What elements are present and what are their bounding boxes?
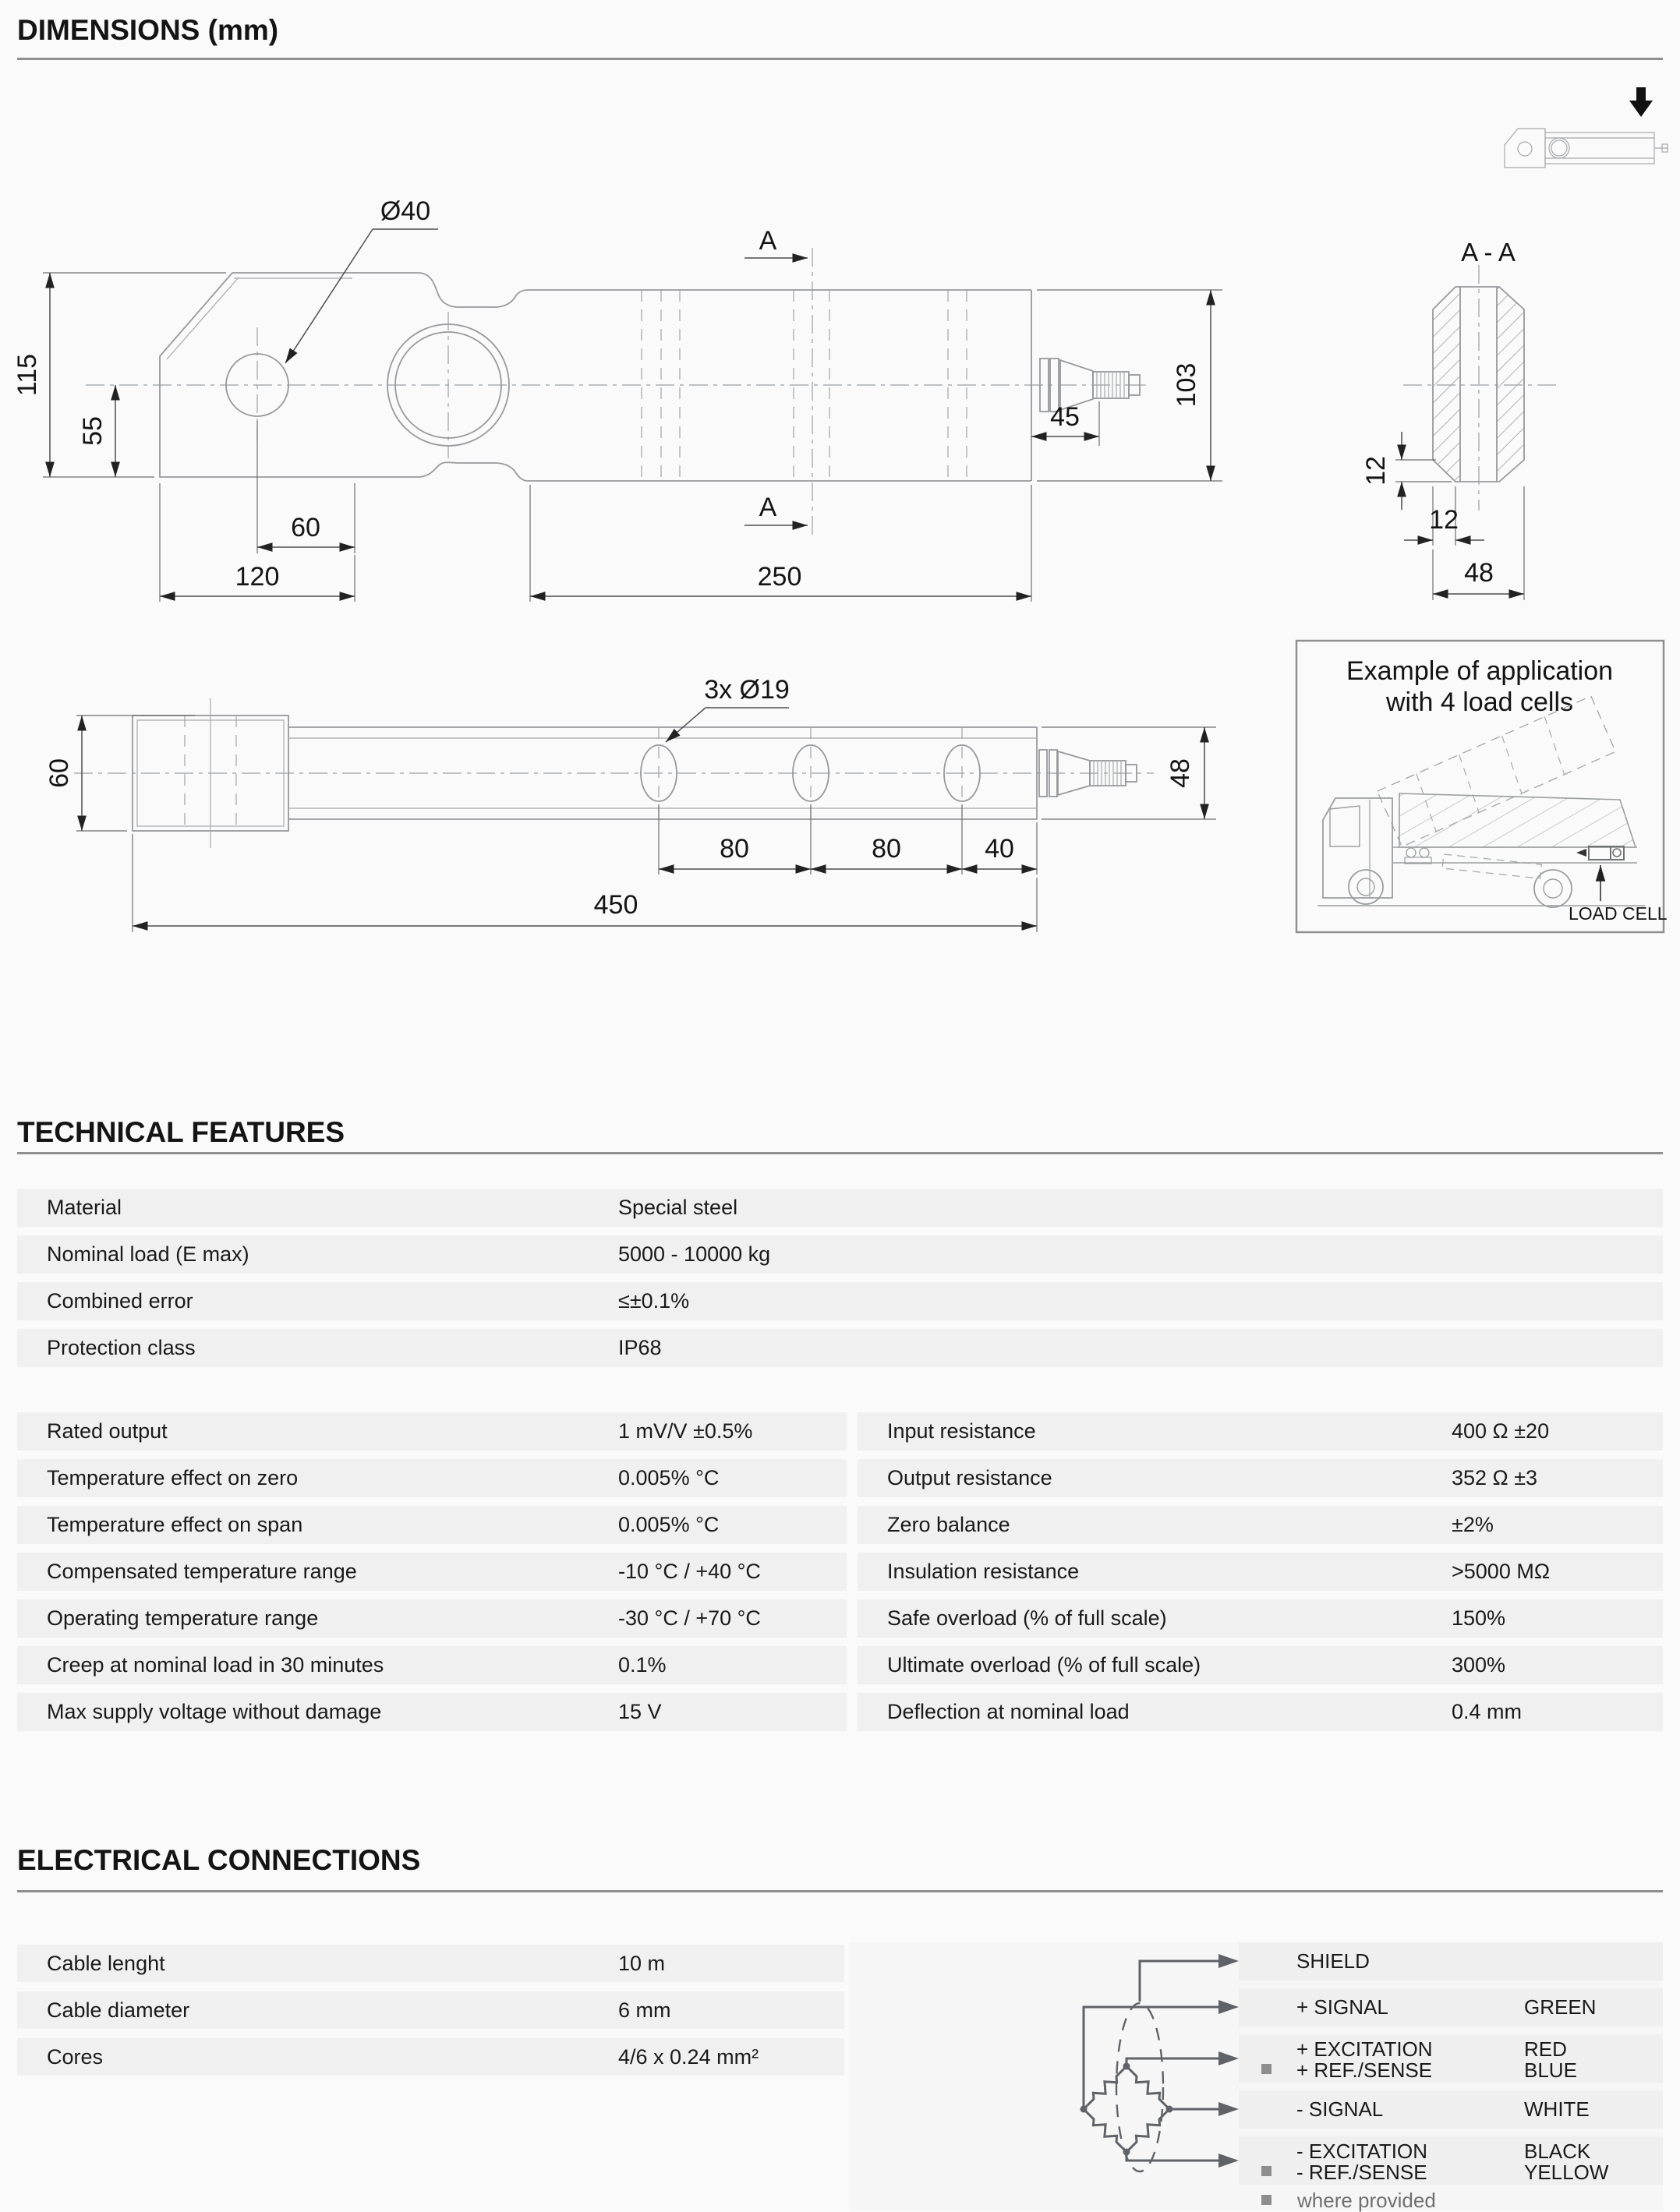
wire-color: RED xyxy=(1524,2037,1567,2061)
feature-value: >5000 MΩ xyxy=(1452,1560,1551,1583)
legend-text: where provided xyxy=(1297,2189,1436,2212)
bridge-schematic xyxy=(850,1942,1255,2210)
dim-250: 250 xyxy=(757,562,802,592)
feature-value: 5000 - 10000 kg xyxy=(618,1242,771,1266)
wheatstone-bridge xyxy=(1081,2063,1173,2156)
slot-holes-label: 3x Ø19 xyxy=(704,675,790,705)
wiring-label: + SIGNAL xyxy=(1296,1995,1388,2019)
feature-label: Input resistance xyxy=(887,1419,1036,1443)
electrical-label: Cable diameter xyxy=(47,1998,190,2022)
feature-row-creep xyxy=(17,1646,847,1684)
dim-48-top: 48 xyxy=(1165,758,1195,788)
feature-label: Temperature effect on span xyxy=(47,1513,303,1536)
feature-value: 300% xyxy=(1452,1653,1506,1677)
shield-wire xyxy=(1140,1961,1218,2002)
feature-row-insulation-resistance xyxy=(858,1553,1663,1591)
electrical-value: 6 mm xyxy=(618,1998,671,2022)
dimension-drawings xyxy=(0,0,1680,1029)
feature-row-zero-balance xyxy=(858,1506,1663,1544)
wiring-row-minus-excitation xyxy=(1239,2136,1663,2185)
feature-value: 15 V xyxy=(618,1700,662,1723)
feature-value: 150% xyxy=(1452,1606,1506,1630)
wiring-label: SHIELD xyxy=(1296,1949,1370,1973)
dim-55: 55 xyxy=(78,416,108,446)
feature-row-ultimate-overload xyxy=(858,1646,1663,1684)
dim-80-b: 80 xyxy=(872,834,901,864)
application-title-line1: Example of application xyxy=(1346,656,1614,686)
side-view-drawing xyxy=(12,196,1222,602)
electrical-row-cores xyxy=(17,2038,844,2076)
feature-row-safe-overload xyxy=(858,1599,1663,1638)
electrical-row-cable-length xyxy=(17,1945,844,1982)
dim-60-top: 60 xyxy=(44,758,74,788)
top-view-drawing xyxy=(44,675,1216,932)
feature-label: Safe overload (% of full scale) xyxy=(887,1606,1167,1630)
electrical-row-cable-diameter xyxy=(17,1991,844,2029)
technical-section-title: TECHNICAL FEATURES xyxy=(17,1116,345,1148)
feature-label: Rated output xyxy=(47,1419,168,1443)
feature-label: Deflection at nominal load xyxy=(887,1700,1130,1723)
feature-label: Max supply voltage without damage xyxy=(47,1700,382,1723)
where-provided-marker xyxy=(1261,2064,1271,2074)
feature-value: ≤±0.1% xyxy=(618,1289,690,1313)
dim-12-vertical: 12 xyxy=(1361,456,1391,486)
technical-rule xyxy=(17,1152,1663,1154)
feature-row-temp-zero xyxy=(17,1459,847,1497)
feature-label: Ultimate overload (% of full scale) xyxy=(887,1653,1201,1677)
electrical-section-title: ELECTRICAL CONNECTIONS xyxy=(17,1844,421,1876)
feature-row-input-resistance xyxy=(858,1412,1663,1451)
load-direction-icon xyxy=(1505,87,1668,168)
section-aa-drawing xyxy=(1361,238,1559,600)
dim-450: 450 xyxy=(593,890,638,920)
feature-row-protection-class xyxy=(17,1329,1663,1367)
dimensions-section-title: DIMENSIONS (mm) xyxy=(17,14,279,46)
wiring-row-minus-signal xyxy=(1239,2090,1663,2129)
feature-value: 352 Ω ±3 xyxy=(1452,1466,1538,1489)
dim-45: 45 xyxy=(1050,402,1080,432)
feature-row-max-supply xyxy=(17,1693,847,1731)
feature-row-temp-span xyxy=(17,1506,847,1544)
wiring-label: - EXCITATION xyxy=(1296,2140,1428,2163)
feature-label: Compensated temperature range xyxy=(47,1560,357,1583)
feature-row-output-resistance xyxy=(858,1459,1663,1497)
feature-value: Special steel xyxy=(618,1196,738,1219)
hole-diameter-label: Ø40 xyxy=(380,196,431,226)
dim-103: 103 xyxy=(1172,362,1201,408)
feature-label: Combined error xyxy=(47,1289,193,1313)
feature-row-operating-range xyxy=(17,1599,847,1638)
feature-value: 0.4 mm xyxy=(1452,1700,1523,1723)
section-label-bottom: A xyxy=(759,493,777,522)
dim-40: 40 xyxy=(985,834,1014,864)
dim-12-horizontal: 12 xyxy=(1429,505,1459,535)
wiring-panel xyxy=(850,1942,1663,2210)
dim-115: 115 xyxy=(12,353,42,397)
electrical-rule xyxy=(17,1890,1663,1892)
wiring-label: + EXCITATION xyxy=(1296,2037,1433,2061)
feature-value: IP68 xyxy=(618,1336,662,1359)
feature-value: 0.005% °C xyxy=(618,1513,720,1536)
wiring-row-shield xyxy=(1239,1942,1663,1981)
application-example-box xyxy=(1296,641,1668,932)
wiring-row-plus-excitation xyxy=(1239,2034,1663,2083)
wiring-label: - REF./SENSE xyxy=(1296,2161,1427,2184)
dim-120: 120 xyxy=(235,562,280,592)
feature-label: Output resistance xyxy=(887,1466,1052,1489)
feature-row-combined-error xyxy=(17,1282,1663,1320)
plus-excitation-wire xyxy=(1126,2058,1218,2066)
wire-color: YELLOW xyxy=(1524,2161,1609,2184)
electrical-label: Cable lenght xyxy=(47,1952,165,1975)
wiring-label: - SIGNAL xyxy=(1296,2097,1384,2121)
electrical-value: 10 m xyxy=(618,1952,666,1975)
feature-value: 0.1% xyxy=(618,1653,667,1677)
where-provided-marker xyxy=(1261,2195,1271,2205)
feature-value: -30 °C / +70 °C xyxy=(618,1606,761,1630)
feature-label: Protection class xyxy=(47,1336,196,1359)
dim-60: 60 xyxy=(291,513,320,542)
dump-truck-drawing xyxy=(1317,696,1668,924)
feature-label: Insulation resistance xyxy=(887,1560,1080,1583)
feature-label: Nominal load (E max) xyxy=(47,1242,249,1266)
feature-label: Temperature effect on zero xyxy=(47,1466,299,1489)
dim-80-a: 80 xyxy=(720,834,749,864)
feature-row-nominal-load xyxy=(17,1235,1663,1274)
feature-label: Zero balance xyxy=(887,1513,1010,1536)
dim-48-section: 48 xyxy=(1464,558,1494,588)
wiring-row-plus-signal xyxy=(1239,1988,1663,2026)
electrical-label: Cores xyxy=(47,2045,104,2069)
wiring-label: + REF./SENSE xyxy=(1296,2058,1433,2082)
section-aa-title: A - A xyxy=(1461,238,1516,267)
feature-value: 1 mV/V ±0.5% xyxy=(618,1419,753,1443)
wire-color: WHITE xyxy=(1524,2097,1590,2121)
section-label-top: A xyxy=(759,226,777,256)
feature-row-deflection xyxy=(858,1693,1663,1731)
feature-value: 0.005% °C xyxy=(618,1466,720,1489)
feature-row-rated-output xyxy=(17,1412,847,1451)
where-provided-marker xyxy=(1261,2166,1271,2176)
feature-label: Creep at nominal load in 30 minutes xyxy=(47,1653,384,1677)
load-cell-callout: LOAD CELL xyxy=(1569,903,1668,924)
wire-color: BLACK xyxy=(1524,2140,1591,2163)
electrical-value: 4/6 x 0.24 mm² xyxy=(618,2045,759,2069)
feature-value: 400 Ω ±20 xyxy=(1452,1419,1550,1443)
wire-color: BLUE xyxy=(1524,2058,1577,2082)
feature-label: Material xyxy=(47,1196,122,1219)
feature-value: ±2% xyxy=(1452,1513,1494,1536)
application-title-line2: with 4 load cells xyxy=(1385,687,1574,717)
feature-label: Operating temperature range xyxy=(47,1606,319,1630)
feature-row-compensated-range xyxy=(17,1553,847,1591)
feature-row-material xyxy=(17,1189,1663,1227)
feature-value: -10 °C / +40 °C xyxy=(618,1560,761,1583)
wire-color: GREEN xyxy=(1524,1995,1597,2019)
minus-excitation-wire xyxy=(1126,2152,1218,2161)
